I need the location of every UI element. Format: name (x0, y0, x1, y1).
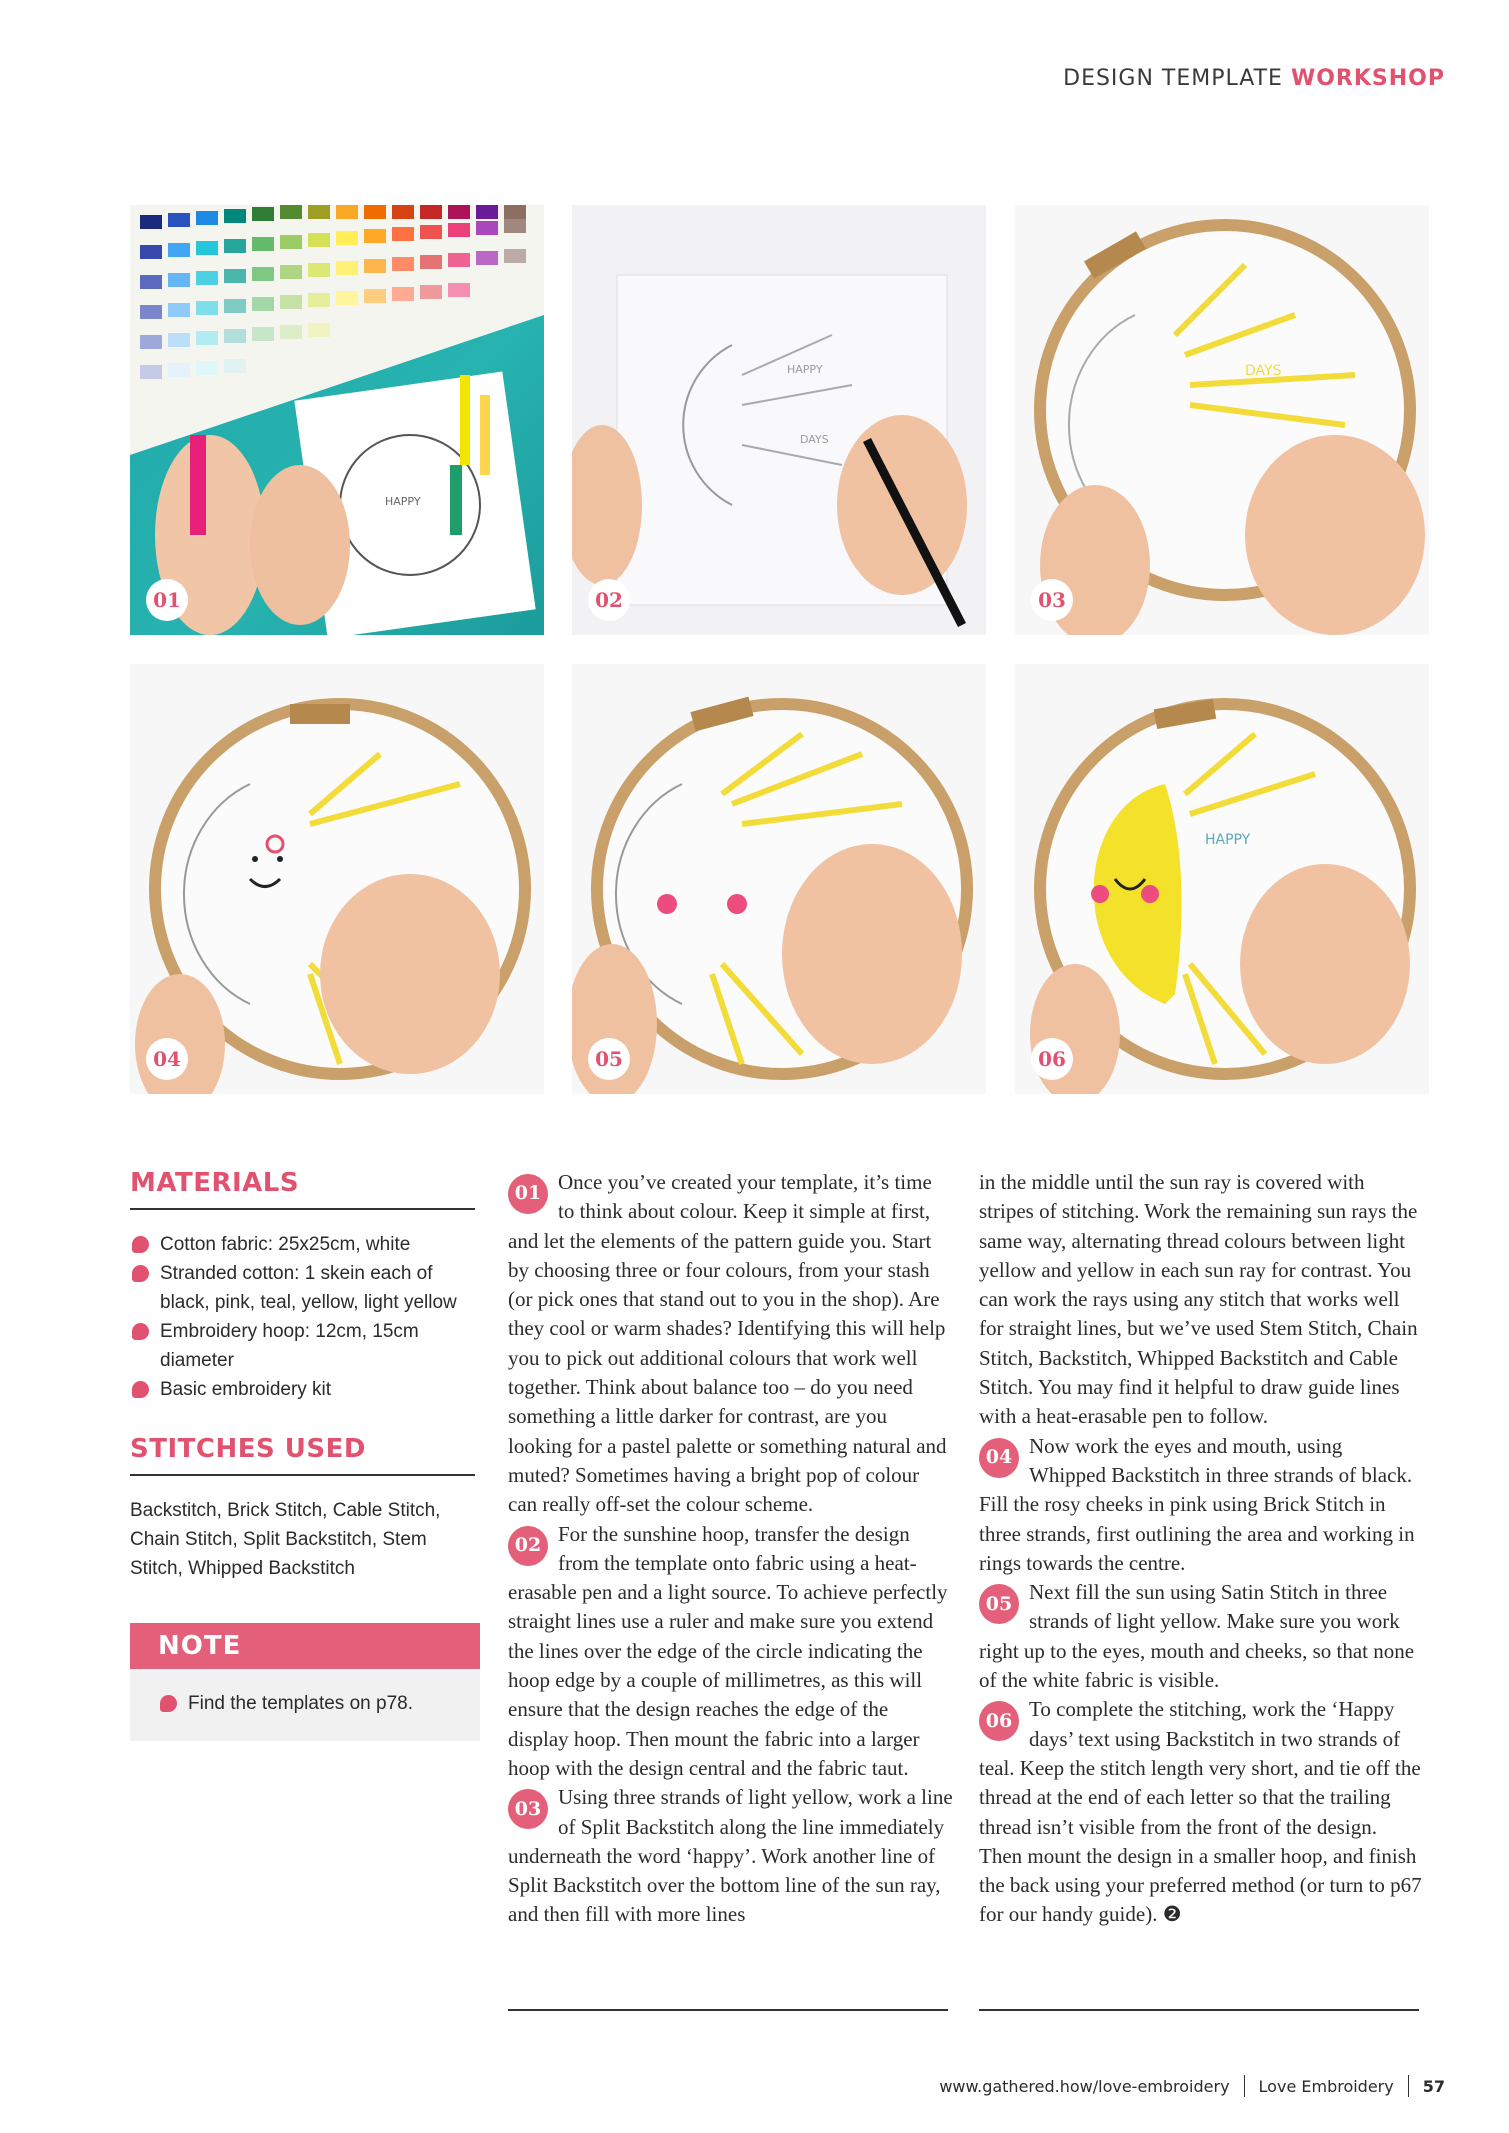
photo-step-04 (130, 664, 544, 1094)
page-number: 57 (1422, 2076, 1445, 2096)
photo-step-03 (1015, 205, 1429, 635)
step-number-badge: 01 (508, 1174, 548, 1214)
step-number-badge: 05 (979, 1584, 1019, 1624)
stitches-list: Backstitch, Brick Stitch, Cable Stitch, Chain Stitch, Split Backstitch, Stem Stitch, Whipped Backstitch (130, 1500, 441, 1579)
stitches-heading: STITCHES USED (130, 1434, 366, 1464)
step-02: 02 For the sunshine hoop, transfer the design from the template onto fabric using a heat-erasable pen and a light source. To achieve perfectly straight lines use a ruler and make sure you extend the lines over the edge of the circle indicating the hoop edge by a couple of millimetres, as this will ensure that the design reaches the edge of the display hoop. Then mount the fabric into a larger hoop with the design central and the fabric taut. (508, 1521, 948, 1780)
step-03-continued: in the middle until the sun ray is covered with stripes of stitching. Work the remaining sun rays the same way, alternating thread colours between light yellow and yellow in each sun ray for contrast. You can work the rays using any stitch that works well for straight lines, but we’ve used Stem Stitch, Chain Stitch, Backstitch, Whipped Backstitch and Cable Stitch. You may find it helpful to draw guide lines with a heat-erasable pen to follow. (979, 1170, 1418, 1429)
photo-number-badge: 01 (146, 579, 188, 621)
hoop-illustration (130, 664, 544, 1094)
divider (130, 1474, 475, 1476)
materials-sidebar (130, 1168, 480, 1741)
column-rule (508, 2009, 948, 2011)
bullet-icon (160, 1695, 177, 1712)
step-number-badge: 03 (508, 1789, 548, 1829)
bullet-icon (132, 1323, 149, 1340)
step-06: 06 To complete the stitching, work the ‘Happy days’ text using Backstitch in two strands of teal. Keep the stitch length very short, and tie off the thread at the end of each letter so that the trailing thread isn’t visible from the front of the design. Then mount the design in a smaller hoop, and finish the back using your preferred method (or turn to p67 for our handy guide). ❷ (979, 1697, 1422, 1927)
divider (1408, 2075, 1409, 2097)
svg-text:HAPPY: HAPPY (385, 495, 421, 508)
step-04: 04 Now work the eyes and mouth, using Whipped Backstitch in three strands of black. Fill the rosy cheeks in pink using Brick Stitch in three strands, first outlining the area and working in rings towards the centre. (979, 1433, 1415, 1575)
photo-number-badge: 06 (1031, 1038, 1073, 1080)
hoop-illustration (572, 664, 986, 1094)
photo-step-05 (572, 664, 986, 1094)
step-01: 01 Once you’ve created your template, it’s time to think about colour. Keep it simple at first, and let the elements of the pattern guide you. Start by choosing three or four colours, from your stash (or pick ones that stand out to you in the shop). Are they cool or warm shades? Identifying this will help you to pick out additional colours that work well together. Think about balance too – do you need something a little darker for contrast, are you looking for a pastel palette or something natural and muted? Sometimes having a bright pop of colour can really off-set the colour scheme. (508, 1170, 947, 1517)
photo-step-02 (572, 205, 986, 635)
divider (1244, 2075, 1245, 2097)
hoop-illustration (1015, 664, 1429, 1094)
step-number-badge: 04 (979, 1438, 1019, 1478)
magazine-name: Love Embroidery (1258, 2076, 1394, 2096)
bullet-icon (132, 1265, 149, 1282)
note-text: Find the templates on p78. (188, 1693, 413, 1714)
thread-swatch-illustration (130, 205, 544, 635)
list-item: Stranded cotton: 1 skein each of black, pink, teal, yellow, light yellow (130, 1259, 480, 1317)
tracing-illustration (572, 205, 986, 635)
step-05: 05 Next fill the sun using Satin Stitch in three strands of light yellow. Make sure you work right up to the eyes, mouth and cheeks, so that none of the white fabric is visible. (979, 1580, 1415, 1693)
photo-number-badge: 03 (1031, 579, 1073, 621)
section-accent: WORKSHOP (1290, 66, 1445, 91)
divider (130, 1208, 475, 1210)
column-rule (979, 2009, 1419, 2011)
step-number-badge: 02 (508, 1526, 548, 1566)
svg-text:HAPPY: HAPPY (1205, 832, 1251, 848)
photo-number-badge: 04 (146, 1038, 188, 1080)
instructions-column-1 (508, 1168, 953, 1930)
step-number-badge: 06 (979, 1701, 1019, 1741)
photo-step-01 (130, 205, 544, 635)
bullet-icon (132, 1236, 149, 1253)
materials-heading: MATERIALS (130, 1168, 300, 1198)
end-mark-icon: ❷ (1162, 1902, 1182, 1927)
photo-step-06 (1015, 664, 1429, 1094)
list-item: Cotton fabric: 25x25cm, white (130, 1230, 480, 1259)
section-header (1063, 66, 1445, 91)
svg-text:DAYS: DAYS (1245, 363, 1282, 379)
hoop-illustration (1015, 205, 1429, 635)
instructions-column-2 (979, 1168, 1424, 1930)
photo-number-badge: 02 (588, 579, 630, 621)
note-heading: NOTE (130, 1623, 480, 1669)
page-footer (939, 2075, 1445, 2097)
svg-text:DAYS: DAYS (800, 433, 829, 446)
bullet-icon (132, 1381, 149, 1398)
section-label: DESIGN TEMPLATE (1063, 66, 1283, 91)
note-body (130, 1669, 480, 1741)
list-item: Embroidery hoop: 12cm, 15cm diameter (130, 1317, 480, 1375)
list-item: Basic embroidery kit (130, 1375, 480, 1404)
svg-text:HAPPY: HAPPY (787, 363, 823, 376)
photo-number-badge: 05 (588, 1038, 630, 1080)
step-03: 03 Using three strands of light yellow, work a line of Split Backstitch along the line immediately underneath the word ‘happy’. Work another line of Split Backstitch over the bottom line of the sun ray, and then fill with more lines (508, 1785, 953, 1927)
materials-list (130, 1230, 480, 1404)
note-box (130, 1623, 480, 1741)
footer-url[interactable]: www.gathered.how/love-embroidery (939, 2076, 1230, 2096)
